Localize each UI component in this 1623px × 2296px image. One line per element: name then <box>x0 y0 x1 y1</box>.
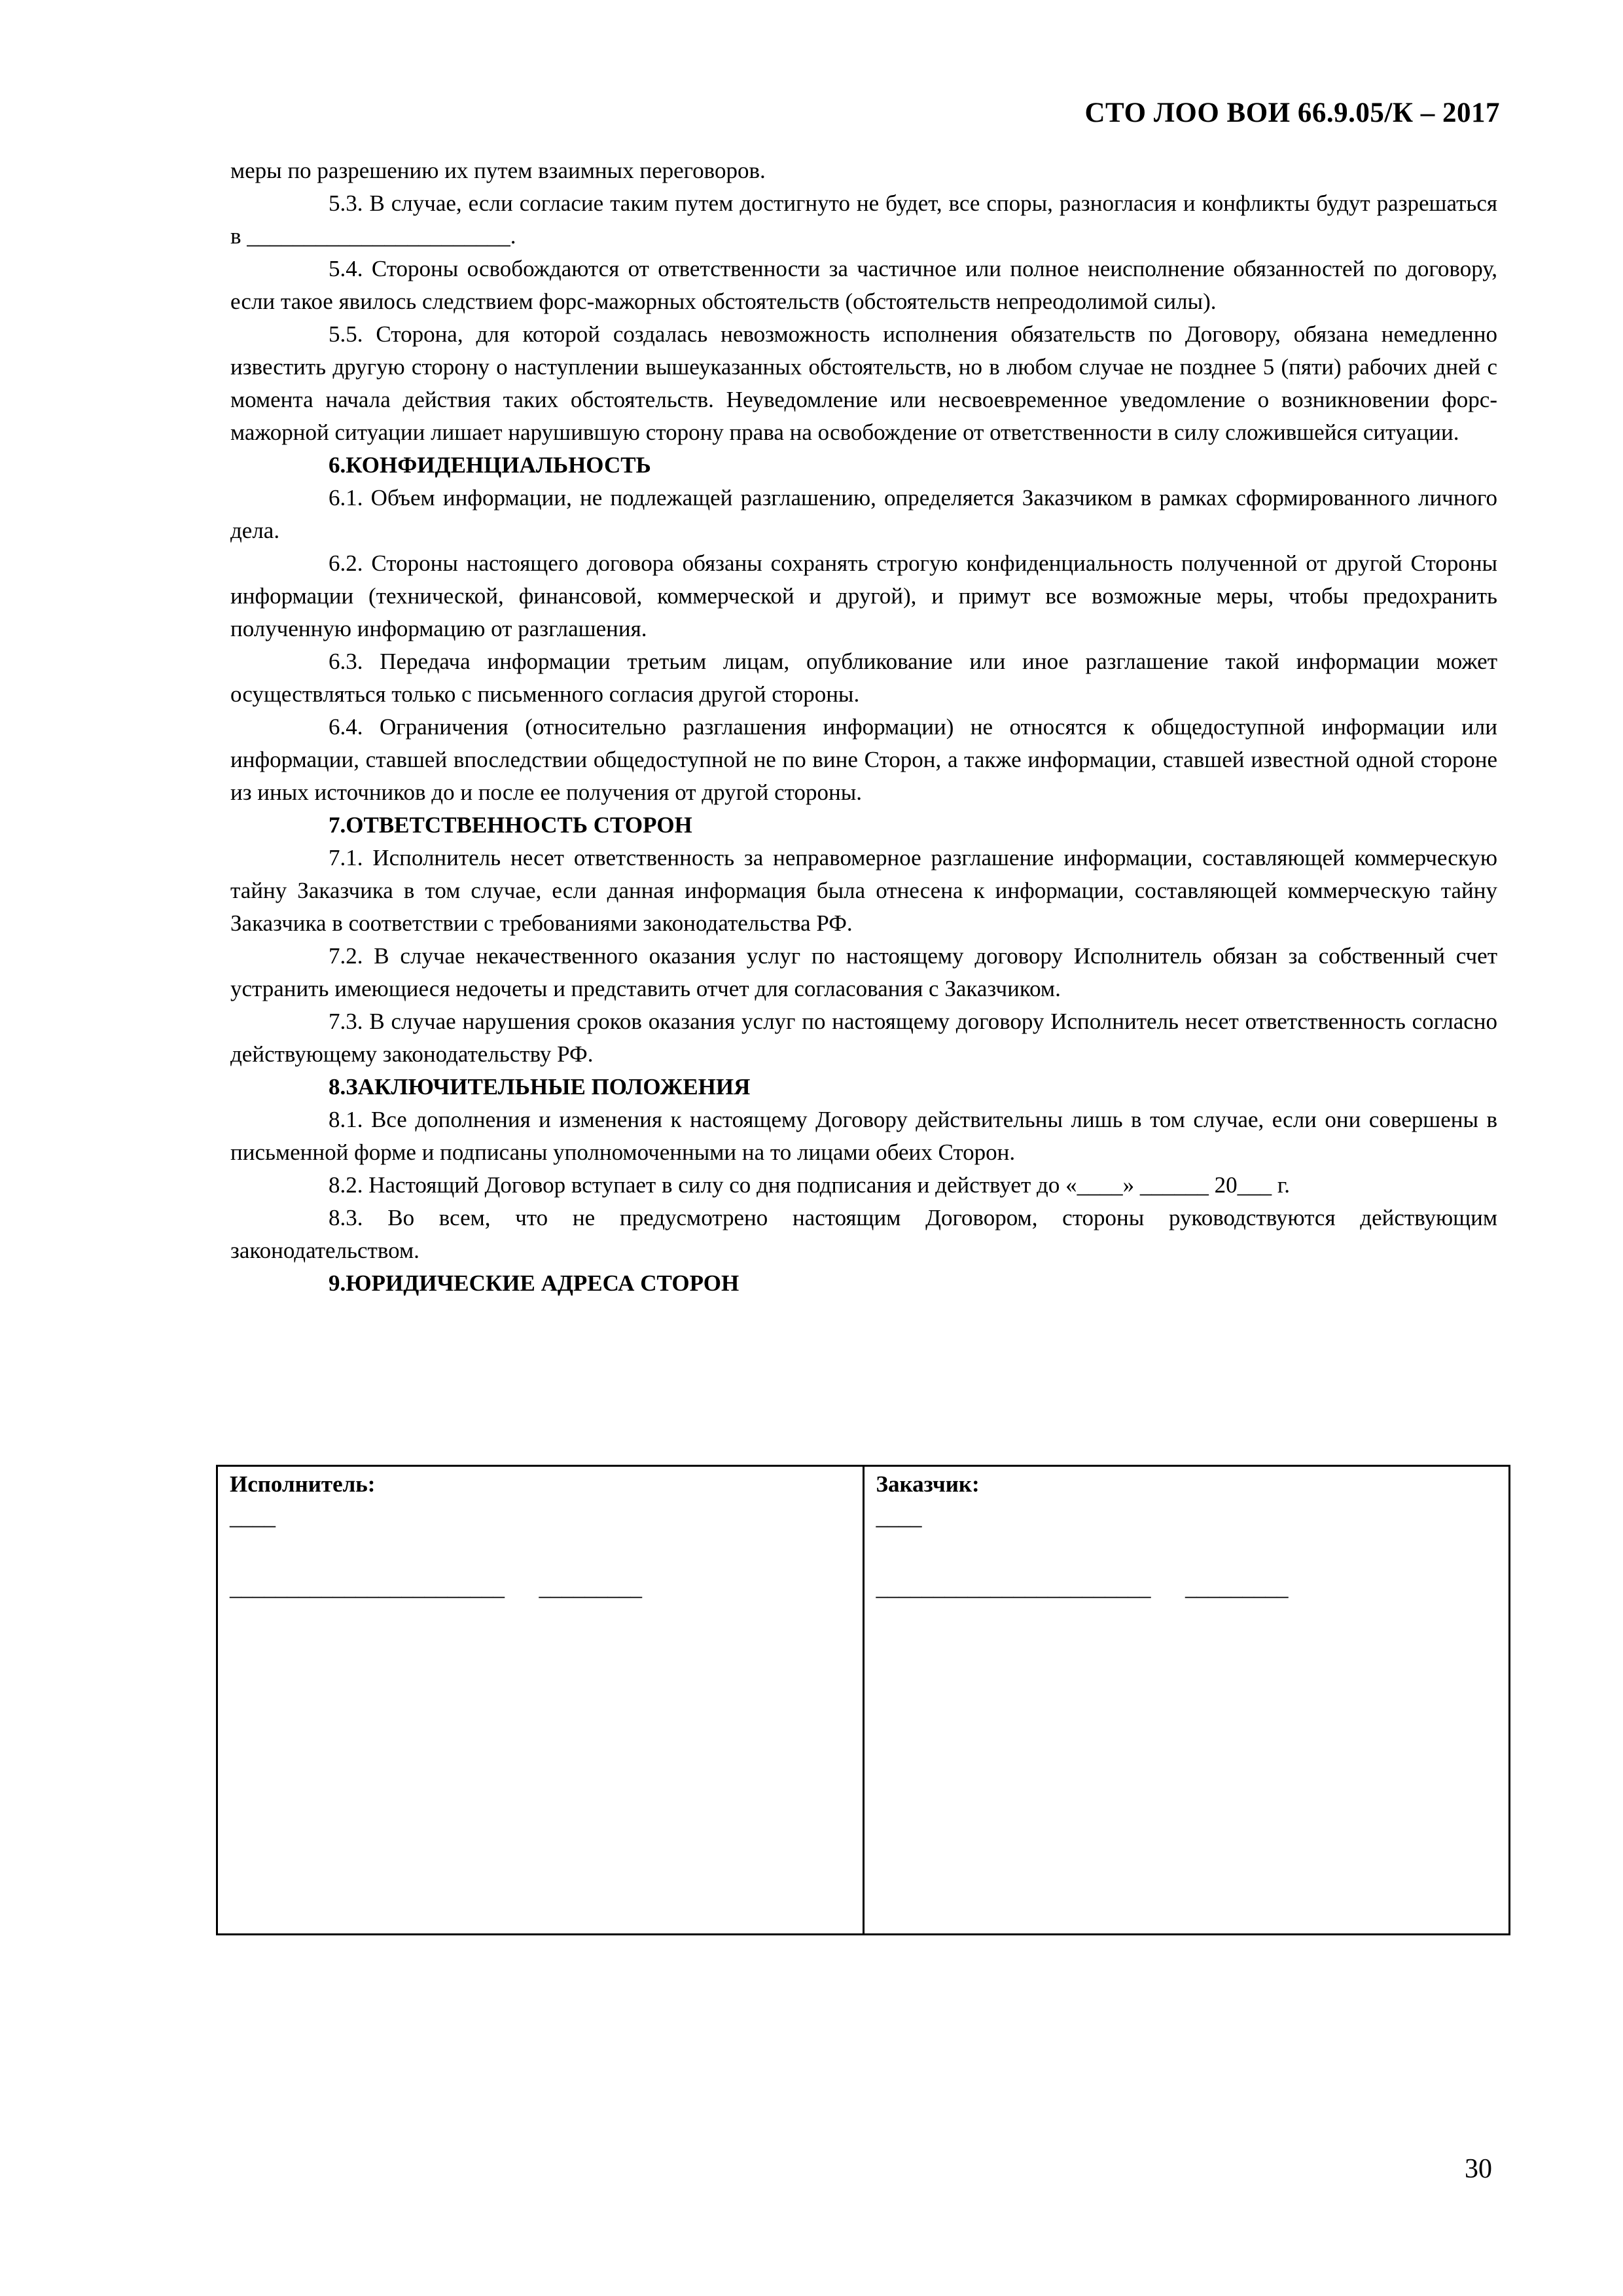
paragraph-8-1: 8.1. Все дополнения и изменения к настоящему Договору действительны лишь в том случае, если они совершены в письменной форме и подписаны уполномоченными на то лицами обеих Сторон. <box>230 1107 1497 1165</box>
customer-cell <box>863 1467 1509 1933</box>
paragraph-5-3: 5.3. В случае, если согласие таким путем достигнуто не будет, все споры, разногласия и конфликты будут разрешаться в _______________________. <box>230 190 1497 249</box>
legal-addresses-table <box>216 1465 1510 1935</box>
paragraph-7-3: 7.3. В случае нарушения сроков оказания услуг по настоящему договору Исполнитель несет ответственность согласно действующему законодательству РФ. <box>230 1009 1497 1067</box>
paragraph-5-5: 5.5. Сторона, для которой создалась невозможность исполнения обязательств по Договору, обязана немедленно известить другую сторону о наступлении вышеуказанных обстоятельств, но в любом случае не позднее 5 (пяти) рабочих дней с момента начала действия таких обстоятельств. Неуведомление или несвоевременное уведомление о возникновении форс-мажорной ситуации лишает нарушившую сторону права на освобождение от ответственности в силу сложившейся ситуации. <box>230 321 1497 445</box>
executor-title: Исполнитель: <box>230 1471 376 1497</box>
customer-title: Заказчик: <box>876 1471 980 1497</box>
customer-line-short: ____ <box>876 1504 922 1530</box>
document-code-header: СТО ЛОО ВОИ 66.9.05/К – 2017 <box>1084 98 1500 128</box>
executor-signature-line: ________________________ _________ <box>230 1575 642 1600</box>
paragraph-6-1: 6.1. Объем информации, не подлежащей разглашению, определяется Заказчиком в рамках сформированного личного дела. <box>230 485 1497 543</box>
section-7-heading: 7.ОТВЕТСТВЕННОСТЬ СТОРОН <box>329 812 692 838</box>
paragraph-5-2-tail: меры по разрешению их путем взаимных переговоров. <box>230 158 766 183</box>
paragraph-8-2: 8.2. Настоящий Договор вступает в силу со дня подписания и действует до «____» ______ 20___ г. <box>329 1172 1290 1198</box>
section-9-heading: 9.ЮРИДИЧЕСКИЕ АДРЕСА СТОРОН <box>329 1270 740 1296</box>
page-number: 30 <box>1465 2154 1492 2184</box>
document-body <box>230 154 1497 1300</box>
executor-line-short: ____ <box>230 1504 276 1530</box>
paragraph-6-2: 6.2. Стороны настоящего договора обязаны сохранять строгую конфиденциальность полученной от другой Стороны информации (технической, финансовой, коммерческой и другой), и примут все возможные меры, чтобы предохранить полученную информацию от разглашения. <box>230 550 1497 641</box>
paragraph-8-3: 8.3. Во всем, что не предусмотрено настоящим Договором, стороны руководствуются действующим законодательством. <box>230 1205 1497 1263</box>
paragraph-6-3: 6.3. Передача информации третьим лицам, опубликование или иное разглашение такой информации может осуществляться только с письменного согласия другой стороны. <box>230 649 1497 707</box>
paragraph-5-4: 5.4. Стороны освобождаются от ответственности за частичное или полное неисполнение обязанностей по договору, если такое явилось следствием форс-мажорных обстоятельств (обстоятельств непреодолимой силы). <box>230 256 1497 314</box>
customer-signature-line: ________________________ _________ <box>876 1575 1289 1600</box>
section-6-heading: 6.КОНФИДЕНЦИАЛЬНОСТЬ <box>329 452 651 478</box>
section-8-heading: 8.ЗАКЛЮЧИТЕЛЬНЫЕ ПОЛОЖЕНИЯ <box>329 1074 751 1100</box>
executor-cell <box>218 1467 863 1933</box>
paragraph-7-1: 7.1. Исполнитель несет ответственность за неправомерное разглашение информации, составляющей коммерческую тайну Заказчика в том случае, если данная информация была отнесена к информации, составляющей коммерческую тайну Заказчика в соответствии с требованиями законодательства РФ. <box>230 845 1497 936</box>
paragraph-6-4: 6.4. Ограничения (относительно разглашения информации) не относятся к общедоступной информации или информации, ставшей впоследствии общедоступной не по вине Сторон, а также информации, ставшей известной одной стороне из иных источников до и после ее получения от другой стороны. <box>230 714 1497 805</box>
paragraph-7-2: 7.2. В случае некачественного оказания услуг по настоящему договору Исполнитель обязан за собственный счет устранить имеющиеся недочеты и представить отчет для согласования с Заказчиком. <box>230 943 1497 1001</box>
